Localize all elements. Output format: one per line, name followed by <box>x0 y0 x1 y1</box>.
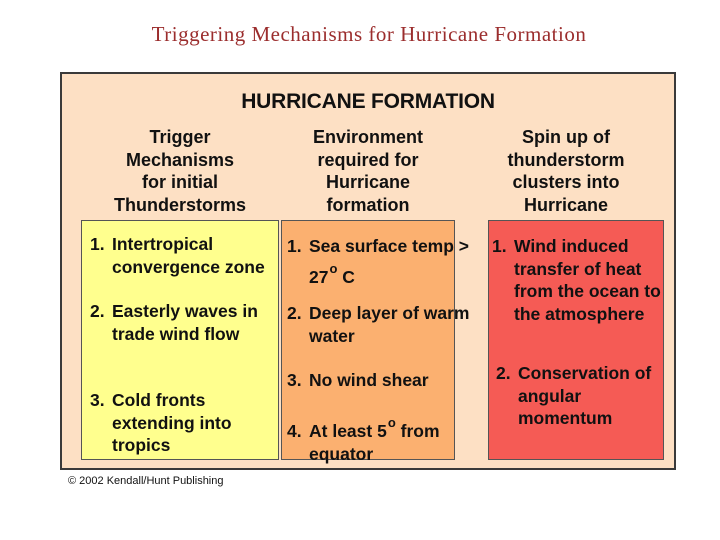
spin-up-box <box>488 220 664 460</box>
header-line: Trigger <box>149 127 211 147</box>
item-number: 1. <box>287 236 302 256</box>
trigger-mechanisms-box <box>81 220 279 460</box>
header-line: clusters into <box>512 172 620 192</box>
item-number: 2. <box>287 303 302 323</box>
header-line: Hurricane <box>325 172 411 192</box>
column-header-trigger <box>81 126 279 216</box>
slide-title: Triggering Mechanisms for Hurricane Formation <box>151 22 587 46</box>
header-line: formation <box>326 194 410 215</box>
header-line: Mechanisms <box>125 149 235 170</box>
list-item <box>287 369 474 392</box>
column-header-environment <box>284 126 452 216</box>
item-number: 4. <box>287 421 302 441</box>
degree-symbol: o <box>329 260 338 276</box>
degree-symbol: o <box>387 415 396 430</box>
item-text: Cold fronts extending into tropics <box>112 390 232 455</box>
header-line: Thunderstorms <box>113 194 246 215</box>
item-number: 3. <box>90 390 105 410</box>
environment-box <box>281 220 470 464</box>
hurricane-formation-figure <box>60 72 676 487</box>
header-line: Hurricane <box>523 194 609 215</box>
item-number: 2. <box>90 301 105 321</box>
item-text: No wind shear <box>309 370 429 390</box>
column-header-spin-up <box>488 126 644 216</box>
item-text: Sea surface temp > 27 <box>309 236 470 287</box>
list-item <box>496 362 678 430</box>
header-line: thunderstorm <box>507 149 625 170</box>
item-text: Deep layer of warm water <box>309 303 470 346</box>
list-item <box>287 412 474 465</box>
item-text: Intertropical convergence zone <box>112 234 265 277</box>
list-item <box>90 389 262 457</box>
copyright-notice: © 2002 Kendall/Hunt Publishing <box>68 475 224 487</box>
list-item <box>492 235 682 325</box>
list-item <box>90 233 282 278</box>
item-text: Easterly waves in trade wind flow <box>112 301 258 344</box>
item-text: Conservation of angular momentum <box>518 363 652 428</box>
item-number: 2. <box>496 363 511 383</box>
item-number: 1. <box>492 236 507 256</box>
list-item <box>287 235 469 288</box>
header-line: Environment <box>312 127 423 147</box>
item-text-suffix: C <box>337 266 355 287</box>
header-line: for initial <box>142 172 218 192</box>
figure-heading: HURRICANE FORMATION <box>241 90 495 113</box>
item-text: At least 5 <box>309 421 387 441</box>
list-item <box>287 302 474 347</box>
list-item <box>90 300 262 345</box>
item-number: 3. <box>287 370 302 390</box>
header-line: Spin up of <box>522 127 610 147</box>
item-text-suffix: from equator <box>309 421 440 464</box>
item-number: 1. <box>90 234 105 254</box>
item-text: Wind induced transfer of heat from the ocean to the atmosphere <box>514 236 661 324</box>
header-line: required for <box>317 149 419 170</box>
